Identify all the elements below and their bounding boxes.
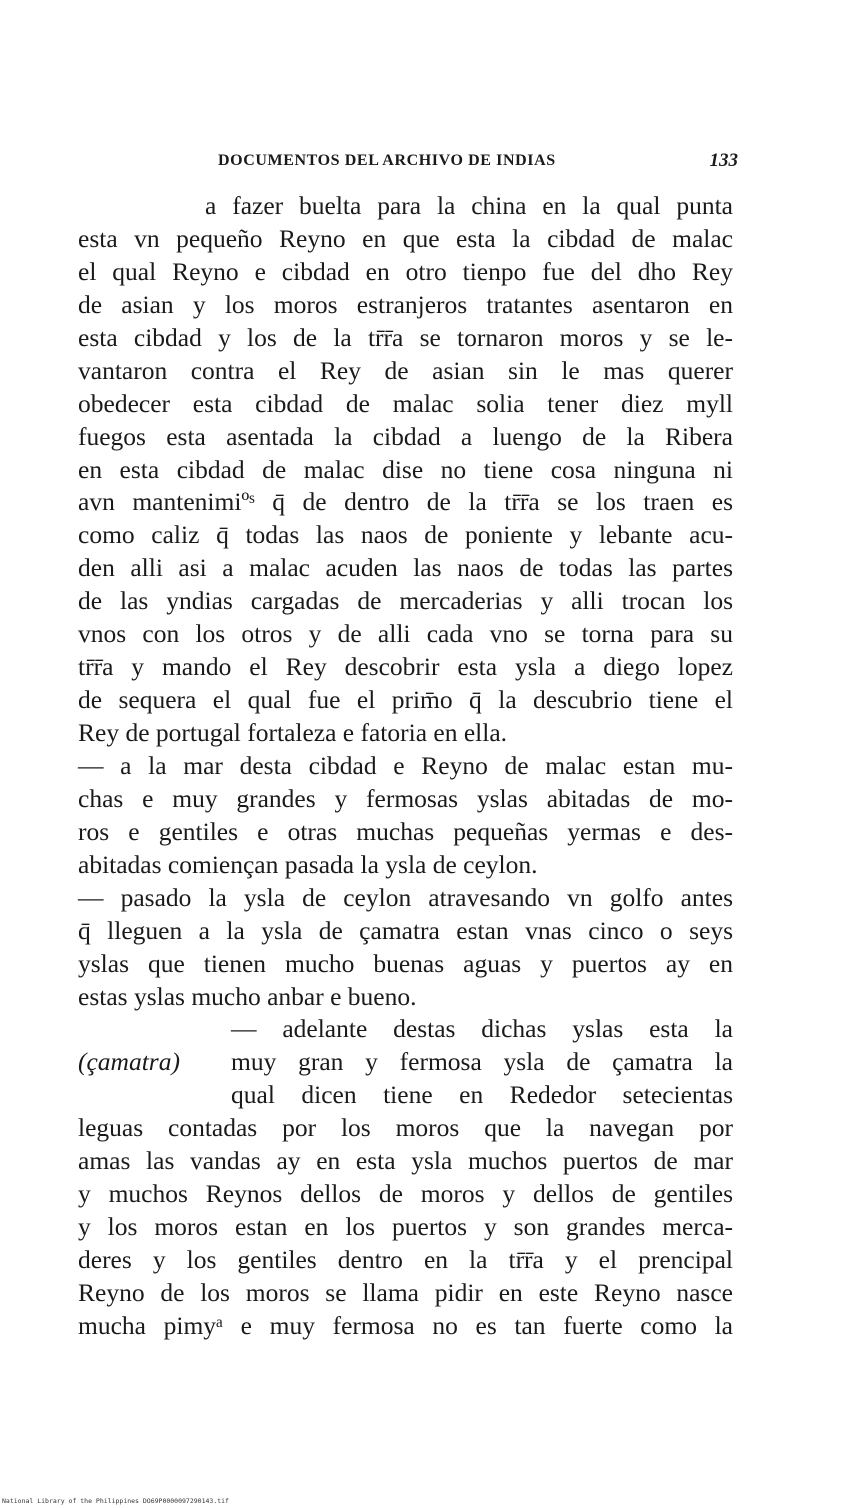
text-line: y muchos Reynos dellos de moros y dellos de gentiles [78,1179,733,1209]
text-line-with-margin-note [78,1046,733,1079]
text-line: en esta cibdad de malac dise no tiene cosa ninguna ni [78,454,733,484]
page-number: 133 [709,150,738,171]
text-line: muy gran y fermosa ysla de çamatra la [231,1047,733,1077]
text-line: amas las vandas ay en esta ysla muchos puertos de mar [78,1146,733,1176]
margin-note: (çamatra) [78,1047,180,1077]
text-line: qual dicen tiene en Rededor setecientas [231,1080,733,1110]
text-line: de asian y los moros estranjeros tratantes asentaron en [78,289,733,319]
text-line: Reyno de los moros se llama pidir en este Reyno nasce [78,1277,733,1307]
text-line: leguas contadas por los moros que la navegan por [78,1113,733,1143]
text-line: — adelante destas dichas yslas esta la [231,1014,733,1044]
text-line: de las yndias cargadas de mercaderias y alli trocan los [78,586,733,616]
text-line: y los moros estan en los puertos y son grandes merca- [78,1212,733,1242]
body-text [78,190,733,1343]
text-line: vnos con los otros y de alli cada vno se torna para su [78,619,733,649]
text-line: esta cibdad y los de la tr̄r̄a se tornaron moros y se le- [78,322,733,352]
text-line: den alli asi a malac acuden las naos de todas las partes [78,553,733,583]
text-line: mucha pimyᵃ e muy fermosa no es tan fuerte como la [78,1310,733,1340]
text-line: el qual Reyno e cibdad en otro tienpo fue del dho Rey [78,256,733,286]
scan-footer: National Library of the Philippines DO69P0000097290143.tif [2,1497,229,1505]
text-line: abitadas comiençan pasada la ysla de ceylon. [78,849,538,879]
text-line: de sequera el qual fue el prim̄o q̄ la descubrio tiene el [78,685,733,715]
text-line: fuegos esta asentada la cibdad a luengo de la Ribera [78,421,733,451]
text-line: tr̄r̄a y mando el Rey descobrir esta ysla a diego lopez [78,652,733,682]
text-line: q̄ lleguen a la ysla de çamatra estan vnas cinco o seys [78,915,733,945]
text-line: — a la mar desta cibdad e Reyno de malac estan mu- [78,750,733,780]
text-line: Rey de portugal fortaleza e fatoria en ella. [78,718,508,747]
text-line: estas yslas mucho anbar e bueno. [78,981,417,1011]
text-line: ros e gentiles e otras muchas pequeñas yermas e des- [78,816,733,846]
text-line: vantaron contra el Rey de asian sin le mas querer [78,355,733,385]
text-line: avn mantenimiºˢ q̄ de dentro de la tr̄r̄a se los traen es [78,487,733,517]
running-header [218,152,738,176]
text-line: esta vn pequeño Reyno en que esta la cibdad de malac [78,223,733,253]
text-line: como caliz q̄ todas las naos de poniente y lebante acu- [78,520,733,550]
text-line: obedecer esta cibdad de malac solia tener diez myll [78,388,733,418]
text-line: a fazer buelta para la china en la qual punta [205,191,733,220]
text-line: — pasado la ysla de ceylon atravesando vn golfo antes [78,882,733,912]
text-line: deres y los gentiles dentro en la tr̄r̄a y el prencipal [78,1245,733,1274]
text-line: chas e muy grandes y fermosas yslas abitadas de mo- [78,783,733,813]
header-title: DOCUMENTOS DEL ARCHIVO DE INDIAS [218,152,556,169]
text-line: yslas que tienen mucho buenas aguas y puertos ay en [78,948,733,978]
